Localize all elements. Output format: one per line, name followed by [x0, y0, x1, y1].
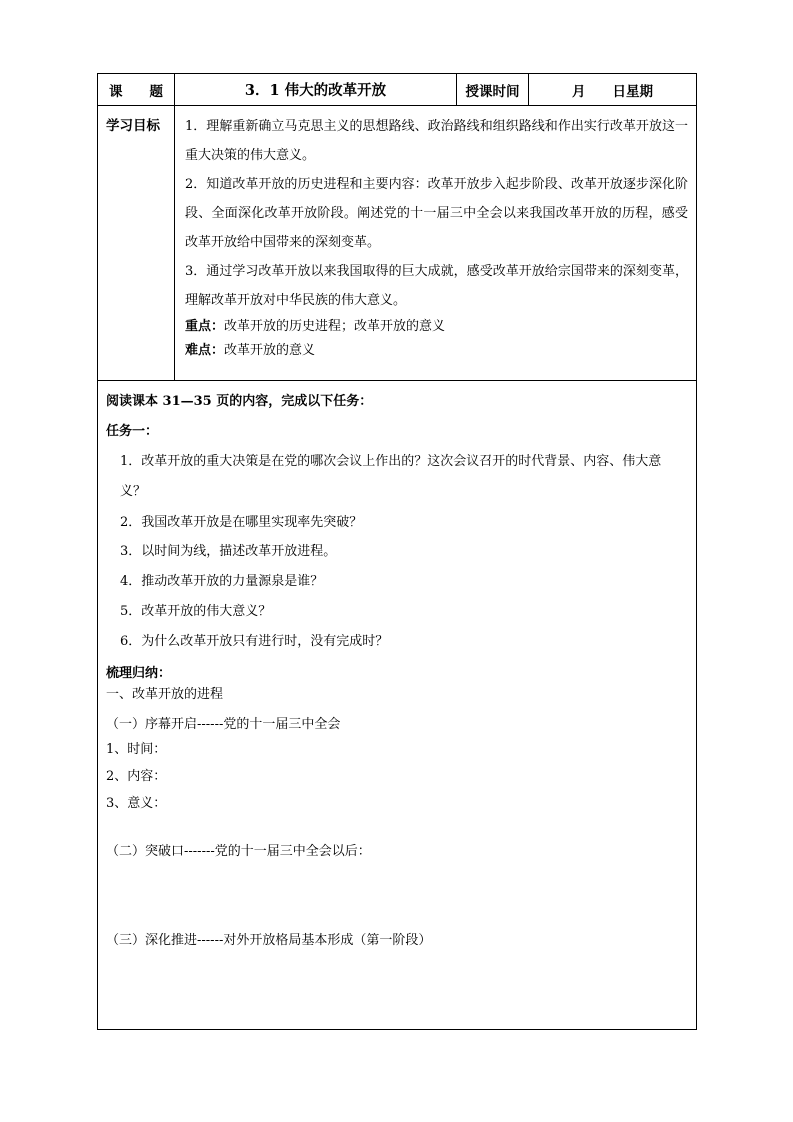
- question-item: 1．改革开放的重大决策是在党的哪次会议上作出的？这次会议召开的时代背景、内容、伟大意义？: [120, 454, 662, 499]
- key-point: [185, 315, 688, 339]
- time-label: 授课时间: [457, 74, 529, 106]
- goals-label: 学习目标: [98, 106, 175, 381]
- lesson-plan-table: [97, 73, 697, 1030]
- goal-item: 1．理解重新确立马克思主义的思想路线、政治路线和组织路线和作出实行改革开放这一重大决策的伟大意义。: [185, 119, 688, 163]
- question-item: 2．我国改革开放是在哪里实现率先突破？: [120, 515, 363, 530]
- goal-item: 2．知道改革开放的历史进程和主要内容：改革开放步入起步阶段、改革开放逐步深化阶段、全面深化改革开放阶段。阐述党的十一届三中全会以来我国改革开放的历程，感受改革开放给中国带来的深刻变革。: [185, 177, 688, 250]
- subsection-heading: （三）深化推进------对外开放格局基本形成（第一阶段）: [106, 933, 432, 948]
- sub-item: 1、时间：: [106, 742, 167, 757]
- difficulty-text: 改革开放的意义: [224, 343, 316, 358]
- goals-content: [175, 106, 697, 381]
- sub-item: 2、内容：: [106, 769, 167, 784]
- header-row: [98, 74, 697, 106]
- date-value: 月 日星期: [529, 74, 697, 106]
- key-text: 改革开放的历史进程；改革开放的意义: [224, 319, 446, 334]
- subsection-heading: （二）突破口-------党的十一届三中全会以后：: [106, 844, 371, 859]
- key-label: 重点：: [185, 319, 225, 334]
- question-item: 6．为什么改革开放只有进行时，没有完成时？: [120, 634, 389, 649]
- topic-label: 课 题: [98, 74, 175, 106]
- section-heading: 一、改革开放的进程: [106, 687, 224, 702]
- question-item: 3．以时间为线，描述改革开放进程。: [120, 544, 337, 559]
- sub-item: 3、意义：: [106, 796, 167, 811]
- question-item: 5．改革开放的伟大意义？: [120, 604, 272, 619]
- reading-intro: 阅读课本 31—35 页的内容，完成以下任务：: [106, 394, 373, 409]
- question-item: 4．推动改革开放的力量源泉是谁？: [120, 574, 324, 589]
- body-row: [98, 381, 697, 1030]
- subsection-heading: （一）序幕开启------党的十一届三中全会: [106, 717, 341, 732]
- goal-item: 3．通过学习改革开放以来我国取得的巨大成就，感受改革开放给宗国带来的深刻变革，理解改革开放对中华民族的伟大意义。: [185, 264, 688, 308]
- task-title: 任务一：: [106, 424, 159, 439]
- goals-row: [98, 106, 697, 381]
- tasks-content: [98, 381, 697, 1030]
- summary-title: 梳理归纳：: [106, 666, 172, 681]
- topic-title: 3．1 伟大的改革开放: [175, 74, 457, 106]
- difficulty-label: 难点：: [185, 343, 225, 358]
- difficulty-point: [185, 339, 688, 363]
